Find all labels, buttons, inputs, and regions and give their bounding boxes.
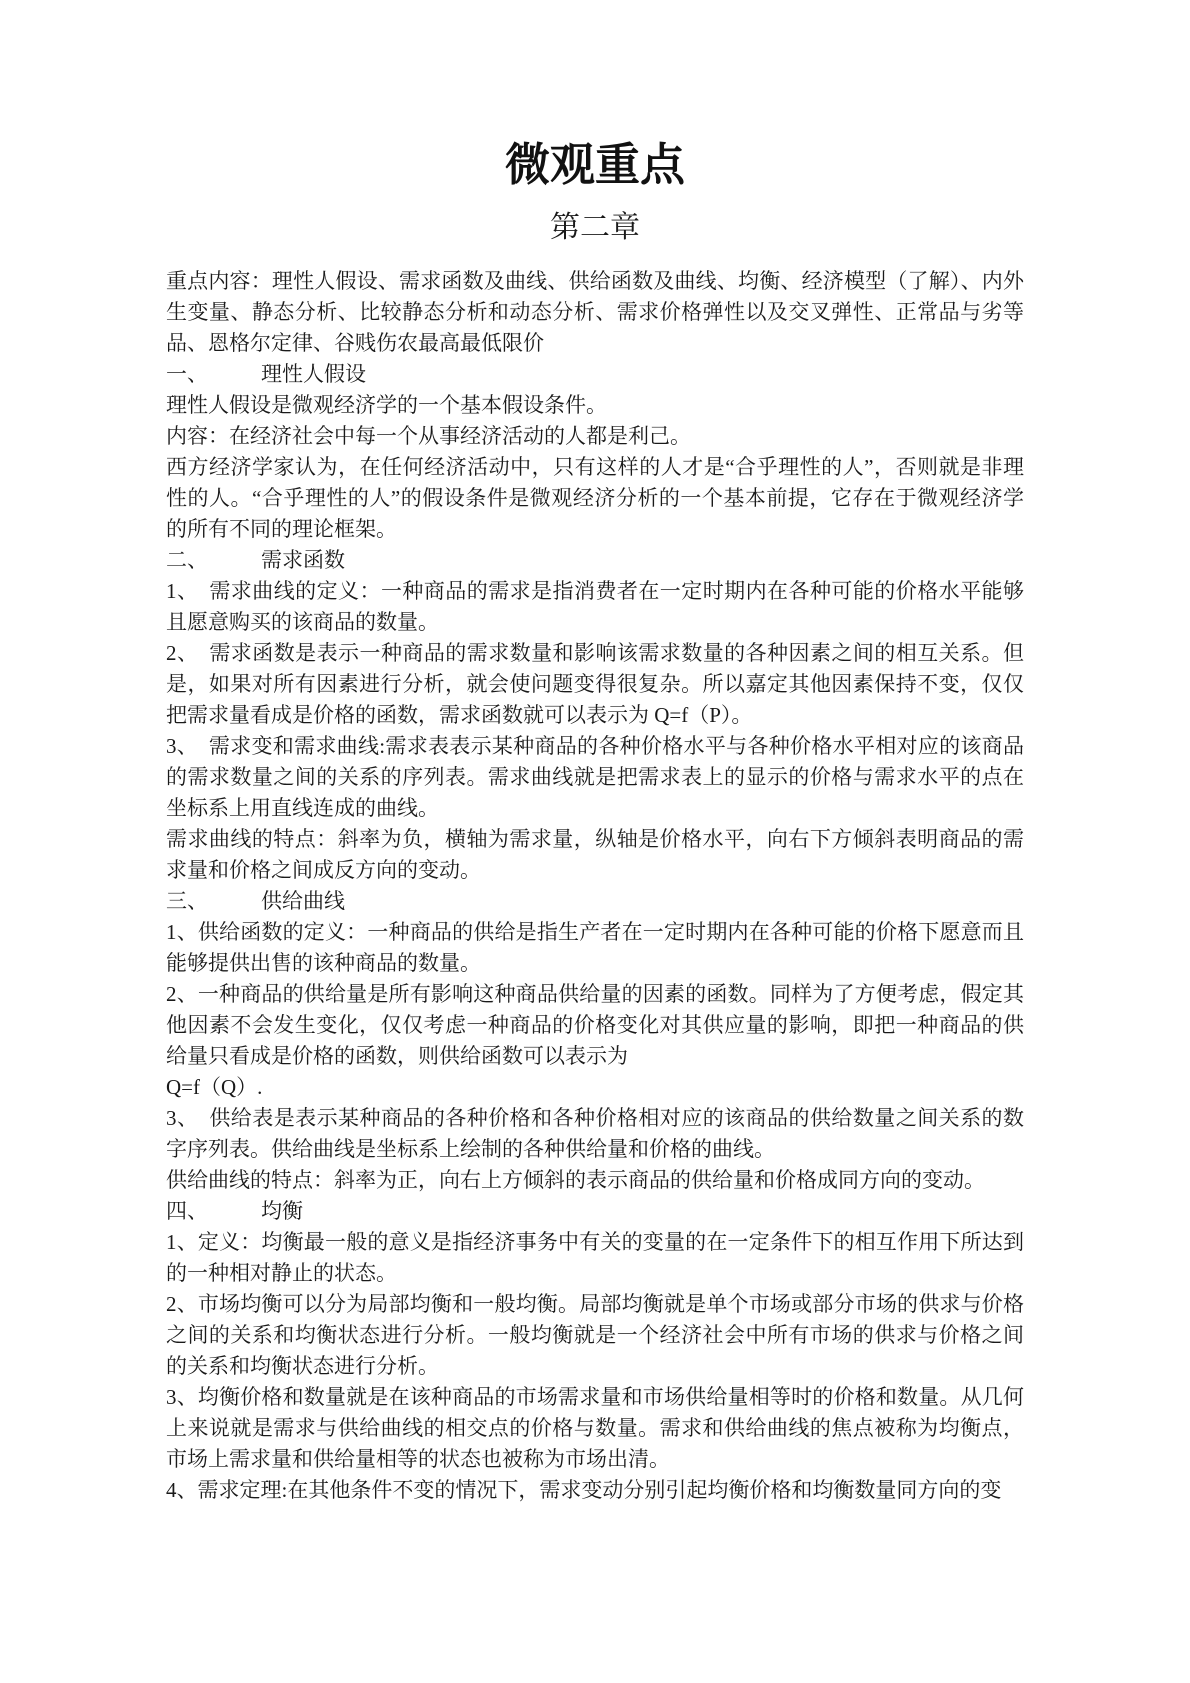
paragraph: 3、 需求变和需求曲线:需求表表示某种商品的各种价格水平与各种价格水平相对应的该商品的需求数量之间的关系的序列表。需求曲线就是把需求表上的显示的价格与需求水平的点在坐标系上用直线连成的曲线。 xyxy=(166,734,1024,820)
section-label: 供给曲线 xyxy=(261,889,345,913)
paragraph: 2、一种商品的供给量是所有影响这种商品供给量的因素的函数。同样为了方便考虑，假定其他因素不会发生变化，仅仅考虑一种商品的价格变化对其供应量的影响，即把一种商品的供给量只看成是价格的函数，则供给函数可以表示为 xyxy=(166,982,1024,1068)
section-number: 二、 xyxy=(166,548,208,572)
section-number: 一、 xyxy=(166,362,208,386)
section-label: 需求函数 xyxy=(261,548,345,572)
section-heading-1 xyxy=(166,359,1024,390)
paragraph: 2、市场均衡可以分为局部均衡和一般均衡。局部均衡就是单个市场或部分市场的供求与价格之间的关系和均衡状态进行分析。一般均衡就是一个经济社会中所有市场的供求与价格之间的关系和均衡状态进行分析。 xyxy=(166,1292,1024,1378)
paragraph: 2、 需求函数是表示一种商品的需求数量和影响该需求数量的各种因素之间的相互关系。但是，如果对所有因素进行分析，就会使问题变得很复杂。所以嘉定其他因素保持不变，仅仅把需求量看成是价格的函数，需求函数就可以表示为 Q=f（P）。 xyxy=(166,641,1024,727)
paragraph: 3、 供给表是表示某种商品的各种价格和各种价格相对应的该商品的供给数量之间关系的数字序列表。供给曲线是坐标系上绘制的各种供给量和价格的曲线。 xyxy=(166,1106,1024,1161)
paragraph: 内容：在经济社会中每一个从事经济活动的人都是利己。 xyxy=(166,424,691,448)
section-label: 理性人假设 xyxy=(261,362,366,386)
section-heading-2 xyxy=(166,545,1024,576)
document-body xyxy=(166,266,1024,1506)
paragraph: 1、供给函数的定义：一种商品的供给是指生产者在一定时期内在各种可能的价格下愿意而且能够提供出售的该种商品的数量。 xyxy=(166,920,1024,975)
doc-title: 微观重点 xyxy=(504,139,685,190)
paragraph-formula: Q=f（Q）. xyxy=(166,1075,263,1099)
paragraph: 1、定义：均衡最一般的意义是指经济事务中有关的变量的在一定条件下的相互作用下所达到的一种相对静止的状态。 xyxy=(166,1230,1024,1285)
paragraph-key-content: 重点内容：理性人假设、需求函数及曲线、供给函数及曲线、均衡、经济模型（了解）、内外生变量、静态分析、比较静态分析和动态分析、需求价格弹性以及交叉弹性、正常品与劣等品、恩格尔定律、谷贱伤农最高最低限价 xyxy=(166,269,1024,355)
paragraph: 4、需求定理:在其他条件不变的情况下，需求变动分别引起均衡价格和均衡数量同方向的变 xyxy=(166,1478,1002,1502)
paragraph: 1、 需求曲线的定义：一种商品的需求是指消费者在一定时期内在各种可能的价格水平能够且愿意购买的该商品的数量。 xyxy=(166,579,1024,634)
chapter-title: 第二章 xyxy=(550,211,640,244)
paragraph: 理性人假设是微观经济学的一个基本假设条件。 xyxy=(166,393,607,417)
paragraph: 供给曲线的特点：斜率为正，向右上方倾斜的表示商品的供给量和价格成同方向的变动。 xyxy=(166,1168,985,1192)
paragraph: 需求曲线的特点：斜率为负，横轴为需求量，纵轴是价格水平，向右下方倾斜表明商品的需求量和价格之间成反方向的变动。 xyxy=(166,827,1024,882)
section-label: 均衡 xyxy=(261,1199,303,1223)
paragraph: 3、均衡价格和数量就是在该种商品的市场需求量和市场供给量相等时的价格和数量。从几何上来说就是需求与供给曲线的相交点的价格与数量。需求和供给曲线的焦点被称为均衡点，市场上需求量和供给量相等的状态也被称为市场出清。 xyxy=(166,1385,1024,1471)
section-number: 四、 xyxy=(166,1199,208,1223)
section-heading-3 xyxy=(166,886,1024,917)
paragraph: 西方经济学家认为，在任何经济活动中，只有这样的人才是“合乎理性的人”，否则就是非理性的人。“合乎理性的人”的假设条件是微观经济分析的一个基本前提，它存在于微观经济学的所有不同的理论框架。 xyxy=(166,455,1024,541)
section-number: 三、 xyxy=(166,889,208,913)
section-heading-4 xyxy=(166,1196,1024,1227)
